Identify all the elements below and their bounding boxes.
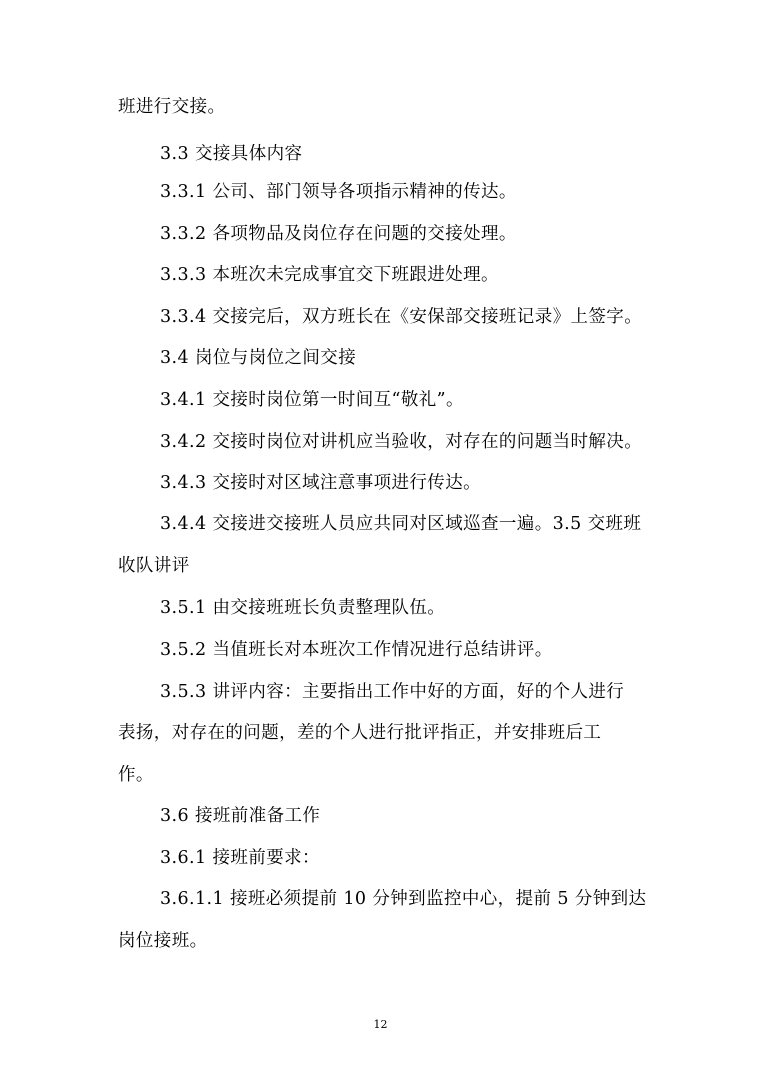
text-line: 收队讲评 — [118, 556, 190, 576]
text-line: 3.4.2 交接时岗位对讲机应当验收，对存在的问题当时解决。 — [160, 432, 643, 452]
text-line: 3.4.1 交接时岗位第一时间互“敬礼”。 — [160, 390, 464, 410]
text-line: 3.5.1 由交接班班长负责整理队伍。 — [160, 598, 446, 618]
text-line: 3.4.4 交接进交接班人员应共同对区域巡查一遍。3.5 交班班 — [160, 514, 642, 534]
text-line: 3.3.1 公司、部门领导各项指示精神的传达。 — [160, 182, 517, 202]
section-heading: 3.4 岗位与岗位之间交接 — [160, 348, 357, 368]
text-line: 3.5.3 讲评内容：主要指出工作中好的方面，好的个人进行 — [160, 682, 625, 702]
section-heading: 3.3 交接具体内容 — [160, 144, 303, 164]
section-heading: 3.6 接班前准备工作 — [160, 806, 321, 826]
text-line: 3.3.3 本班次未完成事宜交下班跟进处理。 — [160, 265, 499, 285]
text-line: 岗位接班。 — [118, 931, 208, 951]
text-line: 班进行交接。 — [118, 97, 226, 117]
text-line: 3.6.1.1 接班必须提前 10 分钟到监控中心，提前 5 分钟到达 — [160, 889, 647, 909]
text-line: 3.3.2 各项物品及岗位存在问题的交接处理。 — [160, 224, 517, 244]
text-line: 3.5.2 当值班长对本班次工作情况进行总结讲评。 — [160, 640, 553, 660]
text-line: 3.6.1 接班前要求： — [160, 848, 320, 868]
text-line: 3.3.4 交接完后，双方班长在《安保部交接班记录》上签字。 — [160, 307, 643, 327]
page-number: 12 — [373, 1018, 388, 1031]
text-line: 3.4.3 交接时对区域注意事项进行传达。 — [160, 473, 481, 493]
text-line: 表扬，对存在的问题，差的个人进行批评指正，并安排班后工 — [118, 723, 602, 743]
text-line: 作。 — [118, 765, 154, 785]
